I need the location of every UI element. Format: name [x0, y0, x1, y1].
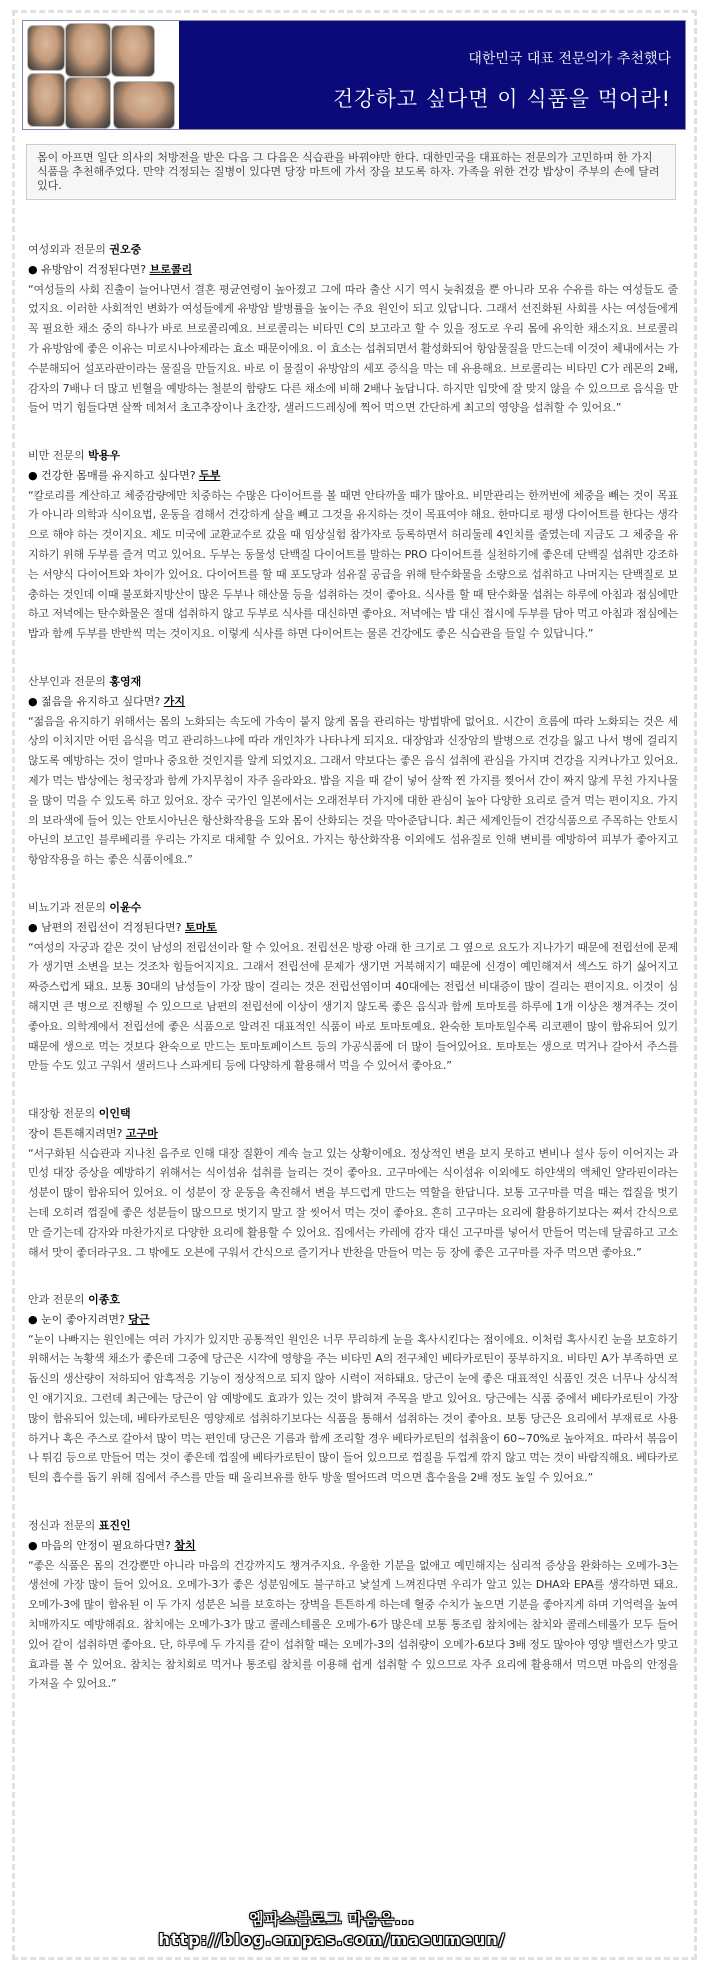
- doctor-heading: [28, 446, 678, 466]
- doctor-heading: [28, 240, 678, 260]
- doctor-photo: [27, 25, 65, 71]
- section-text: “젊음을 유지하기 위해서는 몸의 노화되는 속도에 가속이 붙지 않게 몸을 관리하는 방법밖에 없어요. 시간이 흐름에 따라 노화되는 것은 세상의 이치지만 어떤 음식을 먹고 관리하느냐에 따라 개인차가 나타나게 되지요. 대장암과 신장암의 발병으로 건강을 잃고 나서 병에 걸리지 않도록 예방하는 것이 얼마나 중요한 것인지를 알게 되었지요. 그래서 약보다는 좋은 음식 섭취에 관심을 가지며 건강을 지켜나가고 있어요. 제가 먹는 밥상에는 청국장과 함께 가지무침이 자주 올라와요. 밥을 지을 때 같이 넣어 살짝 찐 가지를 찢어서 간이 짜지 않게 무친 가지나물을 많이 먹을 수 있도록 하고 있어요. 장수 국가인 일본에서는 오래전부터 가지에 대한 관심이 높아 다양한 요리로 즐겨 먹는 편이지요. 가지의 보라색에 들어 있는 안토시아닌은 항산화작용을 도와 몸이 산화되는 것을 막아준답니다. 최근 세계인들이 건강식품으로 주목하는 안토시아닌의 보고인 블루베리를 우리는 가지로 대체할 수 있어요. 가지는 항산화작용 이외에도 섬유질로 인해 변비를 예방하여 피부가 좋아지고 항암작용을 하는 좋은 식품이에요.”: [28, 714, 678, 867]
- doctor-specialty: 여성외과 전문의: [28, 243, 106, 256]
- doctor-heading: [28, 1104, 678, 1124]
- doctor-photo: [65, 23, 111, 77]
- food-name: 고구마: [125, 1126, 158, 1140]
- doctor-section: [28, 446, 678, 644]
- question-text: 남편의 전립선이 걱정된다면?: [41, 920, 182, 934]
- doctor-section: [28, 898, 678, 1076]
- question-text: 장이 튼튼해지려면?: [28, 1126, 123, 1140]
- question-text: 젊음을 유지하고 싶다면?: [41, 694, 161, 708]
- bullet-icon: ●: [28, 262, 38, 276]
- header-title: 건강하고 싶다면 이 식품을 먹어라!: [332, 87, 671, 111]
- doctor-photo: [65, 77, 111, 129]
- doctor-section: [28, 1290, 678, 1488]
- doctor-specialty: 정신과 전문의: [28, 1519, 96, 1532]
- question-line: [28, 1124, 678, 1144]
- question-text: 건강한 몸매를 유지하고 싶다면?: [41, 468, 196, 482]
- section-text: “여성들의 사회 진출이 늘어나면서 결혼 평균연령이 높아졌고 그에 따라 출산 시기 역시 늦춰졌을 뿐 아니라 모유 수유를 하는 여성들도 줄었지요. 이러한 사회적인 변화가 여성들에게 유방암 발병률을 높이는 주요 원인이 되고 있답니다. 그래서 선진화된 사회를 사는 여성들에게 꼭 필요한 채소 중의 하나가 바로 브로콜리예요. 브로콜리는 비타민 C의 보고라고 할 수 있을 정도로 우리 몸에 유익한 채소지요. 브로콜리가 유방암에 좋은 이유는 미로시나아제라는 효소 때문이에요. 이 효소는 섭취되면서 활성화되어 항암물질을 만드는데 이것이 체내에서는 가수분해되어 설포라판이라는 물질을 만들지요. 바로 이 물질이 유방암의 세포 증식을 막는 데 유용해요. 브로콜리는 비타민 C가 레몬의 2배, 감자의 7배나 더 많고 빈혈을 예방하는 철분의 함량도 다른 채소에 비해 2배나 높답니다. 하지만 입맛에 잘 맞지 않을 수 있으므로 음식을 만들어 먹기 힘들다면 살짝 데쳐서 초고추장이나 초간장, 샐러드드레싱에 찍어 먹으면 간단하게 최고의 영양을 섭취할 수 있어요.”: [28, 282, 678, 415]
- doctor-name: 박용우: [88, 449, 121, 462]
- bullet-icon: ●: [28, 1538, 38, 1552]
- section-text: “좋은 식품은 몸의 건강뿐만 아니라 마음의 건강까지도 챙겨주지요. 우울한 기분을 없애고 예민해지는 심리적 증상을 완화하는 오메가-3는 생선에 가장 많이 들어 있어요. 오메가-3가 좋은 성분임에도 불구하고 낯설게 느껴진다면 우리가 알고 있는 DHA와 EPA를 생각하면 돼요. 오메가-3에 많이 함유된 이 두 가지 성분은 뇌를 보호하는 장벽을 튼튼하게 하는데 혈중 수치가 높으면 기분을 좋아지게 하며 기억력을 높여 치매까지도 예방해줘요. 참치에는 오메가-3가 많고 콜레스테롤은 오메가-6가 많은데 보통 통조림 참치에는 참치와 콜레스테롤가 모두 들어 있어 같이 섭취하면 좋아요. 단, 하루에 두 가지를 같이 섭취할 때는 오메가-3의 섭취량이 오메가-6보다 3배 정도 많아야 영양 밸런스가 맞고 효과를 볼 수 있어요. 참치는 참치회로 먹거나 통조림 참치를 이용해 쉽게 섭취할 수 있으므로 자주 요리에 활용해서 먹으면 마음의 안정을 가져올 수 있어요.”: [28, 1558, 678, 1691]
- question-line: [28, 1536, 678, 1556]
- doctor-photo: [111, 25, 155, 77]
- doctor-section: [28, 240, 678, 418]
- bullet-icon: ●: [28, 694, 38, 708]
- doctor-name: 홍영재: [109, 675, 142, 688]
- footer-blog-name: 엠파스블로그 마음은...: [249, 1910, 415, 1928]
- doctor-name: 권오중: [109, 243, 142, 256]
- doctor-heading: [28, 672, 678, 692]
- question-line: [28, 260, 678, 280]
- food-name: 토마토: [184, 920, 217, 934]
- intro-box: 몸이 아프면 일단 의사의 처방전을 받은 다음 그 다음은 식습관을 바꿔야만 한다. 대한민국을 대표하는 전문의가 고민하며 한 가지 식품을 추천해주었다. 만약 걱정되는 질병이 있다면 당장 마트에 가서 장을 보도록 하자. 가족을 위한 건강 밥상이 주부의 손에 달려 있다.: [26, 144, 676, 200]
- question-line: [28, 918, 678, 938]
- section-text: “서구화된 식습관과 지나친 음주로 인해 대장 질환이 계속 늘고 있는 상황이에요. 정상적인 변을 보지 못하고 변비나 설사 등이 이어지는 과민성 대장 증상을 예방하기 위해서는 식이섬유 섭취를 늘리는 것이 좋아요. 고구마에는 식이섬유 이외에도 하얀색의 액체인 얄라핀이라는 성분이 많이 함유되어 있어요. 이 성분이 장 운동을 촉진해서 변을 부드럽게 만드는 역할을 한답니다. 보통 고구마를 먹을 때는 껍질을 벗기는데 오히려 껍질에 좋은 성분들이 많으므로 벗기지 말고 잘 씻어서 먹는 것이 좋아요. 흔히 고구마는 요리에 활용하기보다는 쪄서 간식으로만 즐기는데 감자와 마찬가지로 다양한 요리에 활용할 수 있어요. 집에서는 카레에 감자 대신 고구마를 넣어서 만들어 먹는데 달콤하고 고소해서 맛이 좋더라구요. 그 밖에도 오븐에 구워서 간식으로 즐기거나 반찬을 만들어 먹는 등 장에 좋은 고구마를 자주 먹으면 좋아요.”: [28, 1146, 678, 1259]
- header-banner: [22, 20, 686, 130]
- section-text: “여성의 자궁과 같은 것이 남성의 전립선이라 할 수 있어요. 전립선은 방광 아래 한 크기로 그 옆으로 요도가 지나가기 때문에 전립선에 문제가 생기면 소변을 보는 것조차 힘들어지지요. 그래서 전립선에 문제가 생기면 거북해지기 때문에 신경이 예민해져서 섹스도 하기 싫어지고 짜증스럽게 돼요. 보통 30대의 남성들이 가장 많이 걸리는 것은 전립선염이며 40대에는 전립선 비대증이 많이 걸리는 편이지요. 이것이 심해지면 큰 병으로 진행될 수 있으므로 남편의 전립선에 이상이 생기지 않도록 좋은 음식과 함께 토마토를 하루에 1개 이상은 챙겨주는 것이 좋아요. 의학계에서 전립선에 좋은 식품으로 알려진 대표적인 식품이 바로 토마토예요. 완숙한 토마토일수록 리코펜이 많이 함유되어 있기 때문에 생으로 먹는 것보다 완숙으로 만드는 토마토페이스트 등의 가공식품에 더 많이 들어있어요. 토마토는 생으로 먹거나 갈아서 주스를 만들 수도 있고 구워서 샐러드나 스파게티 등에 다양하게 활용해서 먹을 수 있어서 좋아요.”: [28, 940, 678, 1073]
- doctor-photo: [27, 73, 65, 127]
- doctor-name: 표진인: [98, 1519, 131, 1532]
- question-line: [28, 466, 678, 486]
- doctor-name: 이종호: [88, 1293, 121, 1306]
- doctor-section: [28, 672, 678, 870]
- question-line: [28, 692, 678, 712]
- doctor-name: 이윤수: [109, 901, 142, 914]
- section-text: “눈이 나빠지는 원인에는 여러 가지가 있지만 공통적인 원인은 너무 무리하게 눈을 혹사시킨다는 점이에요. 이처럼 혹사시킨 눈을 보호하기 위해서는 녹황색 채소가 좋은데 그중에 당근은 시각에 영향을 주는 비타민 A의 전구체인 베타카로틴이 풍부하지요. 비타민 A가 부족하면 로돕신의 생산량이 저하되어 암흑적응 기능이 정상적으로 되지 않아 시력이 저하돼요. 당근이 눈에 좋은 대표적인 식품인 것은 너무나 상식적인 얘기지요. 그런데 최근에는 당근이 암 예방에도 효과가 있는 것이 밝혀져 주목을 받고 있어요. 당근에는 식품 중에서 베타카로틴이 가장 많이 함유되어 있는데, 베타카로틴은 영양제로 섭취하기보다는 식품을 통해서 섭취하는 것이 좋아요. 보통 당근은 요리에서 부재료로 사용하거나 혹은 주스로 갈아서 많이 먹는 편인데 당근은 기름과 함께 조리할 경우 베타카로틴의 섭취율이 60~70%로 높아져요. 따라서 볶음이나 튀김 등으로 만들어 먹는 것이 좋은데 껍질에 베타카로틴이 많이 들어 있으므로 껍질을 두껍게 깎지 않고 먹는 것이 바람직해요. 베타카로틴의 흡수를 돕기 위해 집에서 주스를 만들 때 올리브유를 한두 방울 떨어뜨려 먹으면 흡수율을 2배 정도 높일 수 있어요.”: [28, 1332, 678, 1485]
- food-name: 브로콜리: [149, 262, 193, 276]
- doctor-specialty: 안과 전문의: [28, 1293, 85, 1306]
- question-text: 마음의 안정이 필요하다면?: [41, 1538, 171, 1552]
- doctor-section: [28, 1516, 678, 1694]
- food-name: 가지: [163, 694, 185, 708]
- section-text: “칼로리를 계산하고 체중감량에만 치중하는 수많은 다이어트를 볼 때면 안타까울 때가 많아요. 비만관리는 한꺼번에 체중을 빼는 것이 목표가 아니라 의학과 식이요법, 운동을 겸해서 건강하게 살을 빼고 그것을 유지하는 것이 목표여야 해요. 한마디로 평생 다이어트를 한다는 생각으로 해야 하는 것이지요. 제도 미국에 교환교수로 갔을 때 임상실험 참가자로 등록하면서 허리둘레 4인치를 줄였는데 지금도 그 체중을 유지하기 위해 두부를 즐겨 먹고 있어요. 두부는 동물성 단백질 다이어트를 말하는 PRO 다이어트를 실천하기에 좋은데 단백질 섭취만 강조하는 서양식 다이어트와 차이가 있어요. 다이어트를 할 때 포도당과 섬유질 공급을 위해 탄수화물을 소량으로 섭취하고 나머지는 단백질로 보충하는 것인데 이때 불포화지방산이 많은 두부나 해산물 등을 섭취하는 것이 좋아요. 식사를 할 때 탄수화물 섭취는 하루에 아침과 점심에만 하고 저녁에는 탄수화물은 절대 섭취하지 않고 두부로 식사를 대신하면 좋아요. 저녁에는 밥 대신 접시에 두부를 담아 먹고 아침과 점심에는 밥과 함께 두부를 반반씩 먹는 것이지요. 이렇게 식사를 하면 다이어트는 물론 건강에도 좋은 식습관을 들일 수 있답니다.”: [28, 488, 678, 641]
- doctor-name: 이인택: [98, 1107, 131, 1120]
- doctor-heading: [28, 898, 678, 918]
- question-text: 유방암이 걱정된다면?: [41, 262, 147, 276]
- question-line: [28, 1310, 678, 1330]
- doctor-specialty: 비만 전문의: [28, 449, 85, 462]
- doctor-photo: [113, 81, 175, 129]
- doctor-specialty: 대장항 전문의: [28, 1107, 96, 1120]
- food-name: 당근: [128, 1312, 150, 1326]
- doctor-specialty: 산부인과 전문의: [28, 675, 106, 688]
- doctor-heading: [28, 1516, 678, 1536]
- doctor-section: [28, 1104, 678, 1262]
- bullet-icon: ●: [28, 1312, 38, 1326]
- doctor-heading: [28, 1290, 678, 1310]
- doctor-photos: [23, 21, 179, 129]
- bullet-icon: ●: [28, 920, 38, 934]
- footer-blog-url[interactable]: http://blog.empas.com/maeumeun/: [158, 1930, 506, 1949]
- food-name: 두부: [199, 468, 221, 482]
- food-name: 참치: [174, 1538, 196, 1552]
- article: [22, 20, 686, 1960]
- doctor-specialty: 비뇨기과 전문의: [28, 901, 106, 914]
- header-subtitle: 대한민국 대표 전문의가 추천했다: [468, 51, 671, 67]
- question-text: 눈이 좋아지려면?: [41, 1312, 125, 1326]
- bullet-icon: ●: [28, 468, 38, 482]
